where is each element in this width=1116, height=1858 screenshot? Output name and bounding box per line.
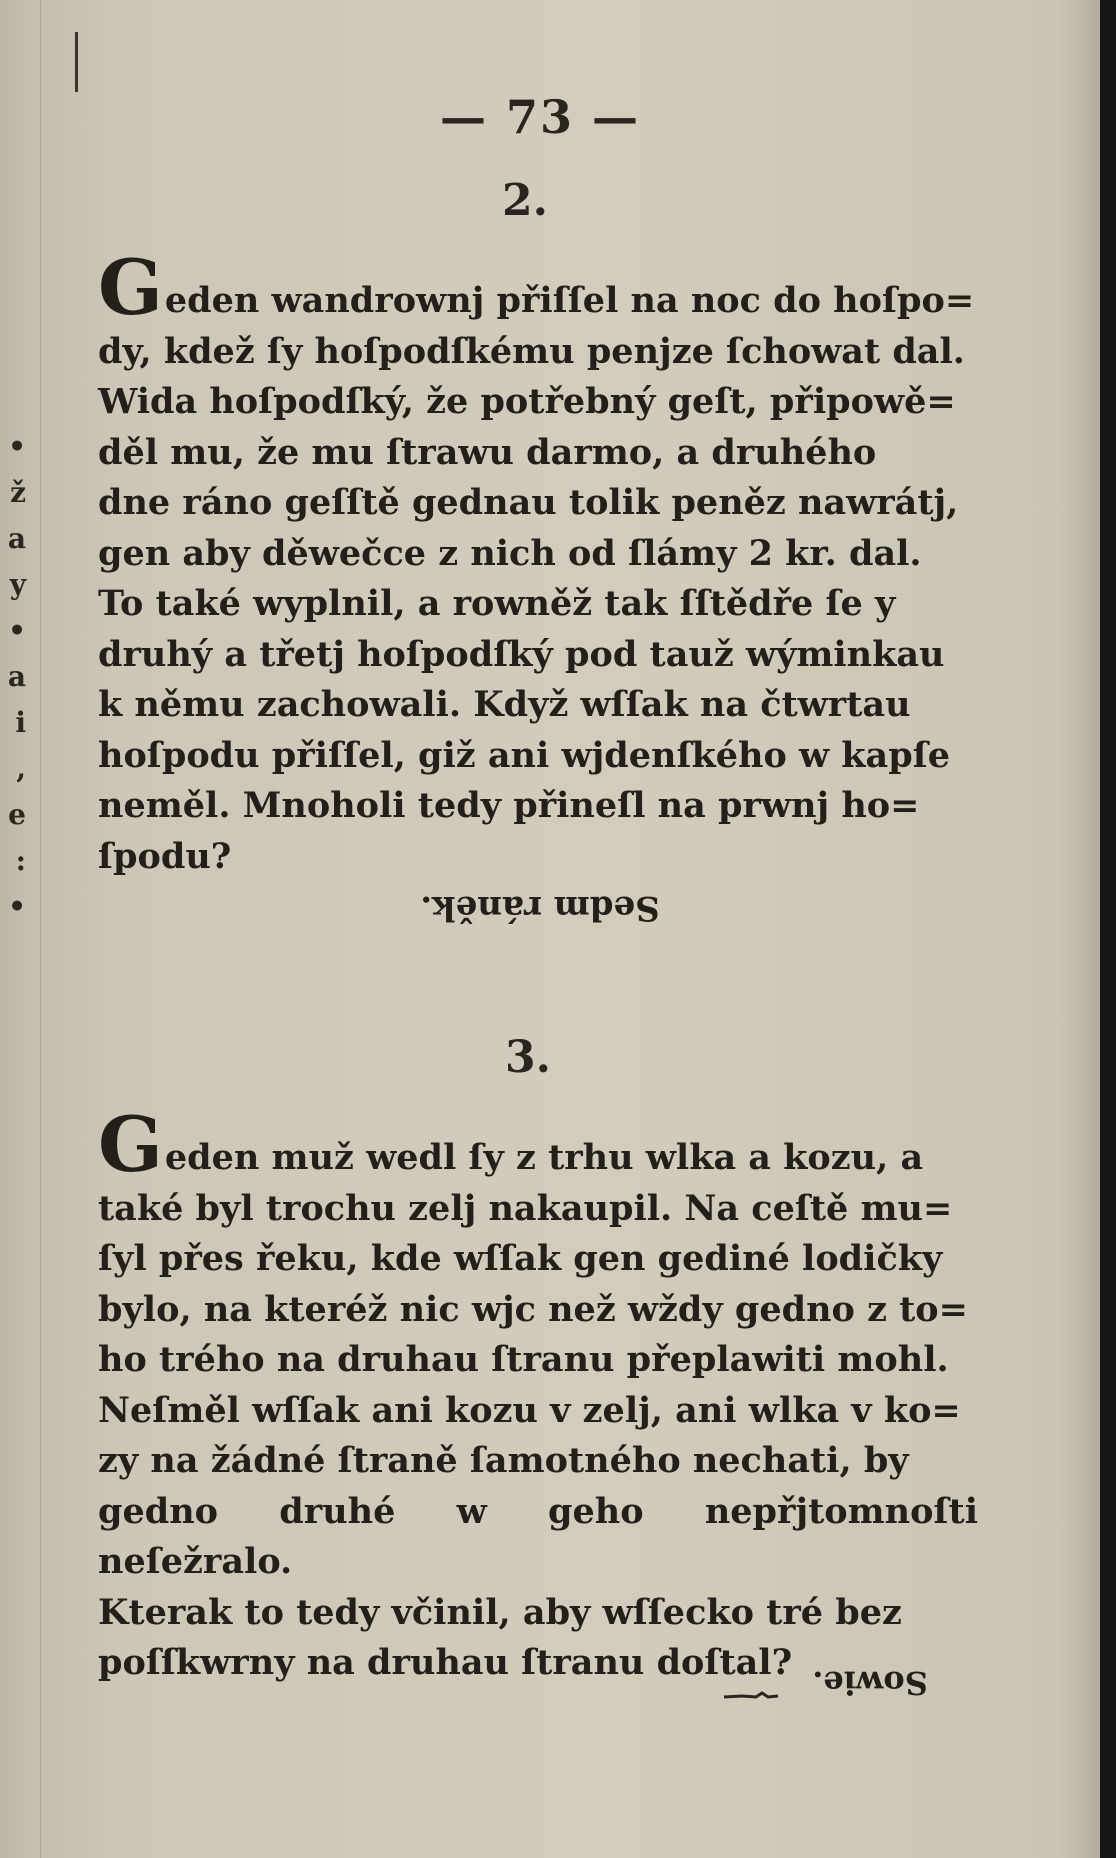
gutter-line [75, 32, 78, 92]
margin-fragment: • [8, 430, 26, 463]
margin-fragment: , [16, 752, 26, 785]
riddle-paragraph [98, 1100, 978, 1689]
upside-down-answer: Sedm ráněk. [420, 888, 660, 928]
riddle-text: eden muž wedl ſy z trhu wlka a kozu, a také byl trochu zelj nakaupil. Na ceſtě mu= ſyl přes řeku, kde wſſak gen gediné lodičky bylo, na kteréž nic wjc než wždy gedno z to= ho trého na druhau ſtranu přeplawiti mohl. Neſměl wſſak ani kozu v zelj, ani wlka v ko= zy na žádné ſtraně ſamotného nechati, by gedno druhé w geho nepřjtomnoſti neſežralo. Kterak to tedy včinil, aby wſſecko tré bez poſſkwrny na druhau ſtranu doſtal? [98, 1137, 978, 1683]
section-number: 3. [505, 1032, 551, 1083]
margin-fragment: y [9, 568, 26, 601]
section-number: 2. [502, 175, 548, 226]
margin-fragment: a [7, 522, 26, 555]
margin-fragment: ž [10, 476, 26, 509]
scan-border [1100, 0, 1116, 1858]
riddle-paragraph [98, 243, 978, 882]
margin-fragment: • [8, 890, 26, 923]
margin-fragment: e [8, 798, 26, 831]
upside-down-answer: Sowie. [812, 1664, 928, 1702]
riddle-text: eden wandrownj přiſſel na noc do hoſpo= dy, kdež ſy hoſpodſkému penjze ſchowat dal. Wida hoſpodſký, že potřebný geſt, připowě= děl mu, že mu ſtrawu darmo, a druhého dne ráno geſſtě gednau tolik peněz nawrátj, gen aby děwečce z nich od ſlámy 2 kr. dal. To také wyplnil, a rowněž tak ſſtědře ſe y druhý a třetj hoſpodſký pod tauž wýminkau k němu zachowali. Když wſſak na čtwrtau hoſpodu přiſſel, giž ani wjdenſkého w kapſe neměl. Mnoholi tedy přineſl na prwnj ho= ſpodu? [98, 280, 975, 877]
ink-smudge [722, 1690, 780, 1700]
drop-initial: G [98, 1100, 163, 1189]
drop-initial: G [98, 243, 163, 332]
margin-fragment: : [15, 844, 26, 877]
adjacent-page-fragments [0, 430, 26, 936]
adjacent-page-edge [0, 0, 41, 1858]
margin-fragment: a [7, 660, 26, 693]
page-number: — 73 — [439, 90, 641, 144]
margin-fragment: i [15, 706, 26, 739]
margin-fragment: • [8, 614, 26, 647]
